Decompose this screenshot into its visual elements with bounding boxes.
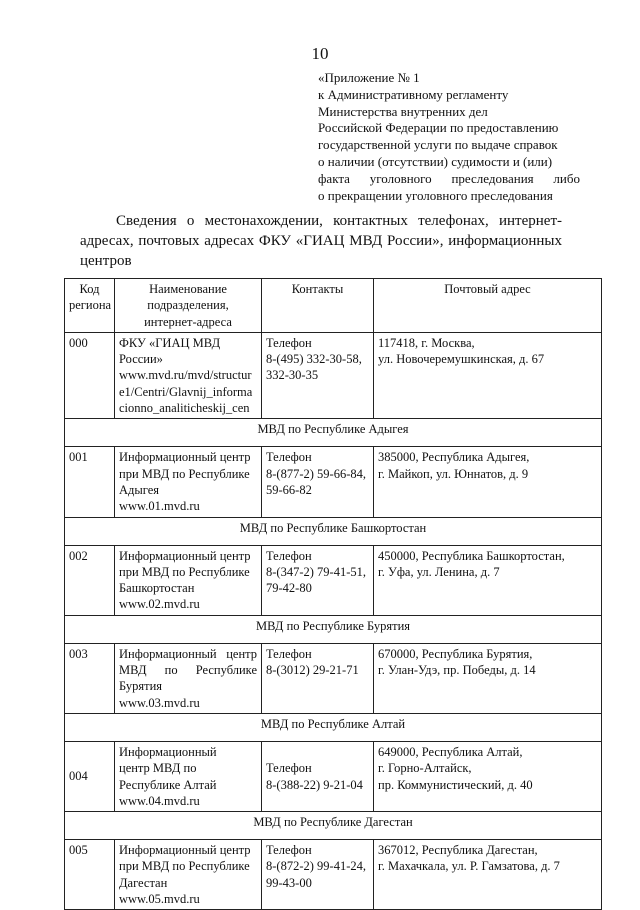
contacts-line: Телефон: [266, 646, 312, 661]
cell-address: [374, 643, 602, 713]
appendix-line: о наличии (отсутствии) судимости и (или): [318, 153, 553, 169]
address-line: 450000, Республика Башкортостан,: [378, 548, 565, 563]
url-line: cionno_analiticheskij_cen: [119, 401, 250, 416]
name-line: России»: [119, 352, 163, 367]
cell-name: [115, 545, 262, 615]
name-line: Республике Алтай: [119, 777, 217, 792]
appendix-line: государственной услуги по выдаче справок: [318, 137, 558, 153]
address-line: г. Махачкала, ул. Р. Гамзатова, д. 7: [378, 859, 560, 874]
url-line: www.05.mvd.ru: [119, 892, 200, 907]
section-title: МВД по Республике Дагестан: [65, 812, 602, 840]
name-line: Информационный центр: [119, 646, 257, 661]
region-code: 005: [69, 843, 88, 858]
name-line: ФКУ «ГИАЦ МВД: [119, 335, 221, 350]
contacts-line: 8-(872-2) 99-41-24,: [266, 859, 366, 874]
name-line: при МВД по Республике: [119, 564, 250, 579]
heading-line: центров: [80, 253, 132, 269]
appendix-line: к Административному регламенту: [318, 86, 509, 102]
name-line: Бурятия: [119, 679, 163, 694]
header-line: подразделения,: [147, 298, 229, 313]
cell-contacts: [262, 332, 374, 418]
region-code: 000: [69, 335, 88, 350]
address-line: г. Уфа, ул. Ленина, д. 7: [378, 564, 500, 579]
address-line: пр. Коммунистический, д. 40: [378, 777, 533, 792]
header-line: Почтовый адрес: [444, 282, 531, 296]
name-line: Информационный центр: [119, 548, 251, 563]
section-row: [65, 812, 602, 840]
contacts-line: 8-(495) 332-30-58,: [266, 352, 362, 367]
table-row: [65, 545, 602, 615]
table-row: [65, 643, 602, 713]
section-title: МВД по Республике Башкортостан: [65, 517, 602, 545]
contacts-line: Телефон: [266, 761, 312, 776]
name-line: Адыгея: [119, 482, 160, 497]
address-line: ул. Новочеремушкинская, д. 67: [378, 352, 545, 367]
header-name: [115, 279, 262, 333]
name-line: при МВД по Республике: [119, 859, 250, 874]
table-header-row: [65, 279, 602, 333]
contacts-line: 8-(877-2) 59-66-84,: [266, 466, 366, 481]
contacts-line: 8-(3012) 29-21-71: [266, 663, 359, 678]
region-code: 001: [69, 450, 88, 465]
table-row: [65, 741, 602, 811]
appendix-line: о прекращении уголовного преследования: [318, 187, 553, 203]
name-line: Башкортостан: [119, 581, 195, 596]
name-line: Информационный центр: [119, 450, 251, 465]
section-row: [65, 713, 602, 741]
contacts-line: Телефон: [266, 450, 312, 465]
appendix-line: Российской Федерации по предоставлению: [318, 120, 559, 136]
cell-code: [65, 447, 115, 517]
header-contacts: [262, 279, 374, 333]
cell-contacts: [262, 447, 374, 517]
name-line: Информационный: [119, 744, 217, 759]
contacts-line: Телефон: [266, 843, 312, 858]
cell-address: [374, 545, 602, 615]
url-line: www.01.mvd.ru: [119, 499, 200, 514]
url-line: e1/Centri/Glavnij_informa: [119, 384, 253, 399]
cell-contacts: [262, 643, 374, 713]
contacts-line: 99-43-00: [266, 875, 312, 890]
cell-address: [374, 741, 602, 811]
region-code: 004: [69, 769, 88, 784]
address-line: г. Улан-Удэ, пр. Победы, д. 14: [378, 663, 536, 678]
cell-address: [374, 447, 602, 517]
address-line: 367012, Республика Дагестан,: [378, 843, 538, 858]
table-row: [65, 840, 602, 910]
url-line: www.03.mvd.ru: [119, 695, 200, 710]
page-number: 10: [311, 44, 329, 63]
contacts-line: Телефон: [266, 548, 312, 563]
name-line: Дагестан: [119, 875, 168, 890]
cell-name: [115, 332, 262, 418]
name-line: при МВД по Республике: [119, 466, 250, 481]
appendix-line: «Приложение № 1: [318, 70, 420, 85]
cell-code: [65, 643, 115, 713]
header-code: [65, 279, 115, 333]
header-line: региона: [69, 298, 112, 313]
address-line: 649000, Республика Алтай,: [378, 744, 523, 759]
contacts-line: 79-42-80: [266, 581, 312, 596]
name-line: центр МВД по: [119, 761, 197, 776]
region-code: 003: [69, 646, 88, 661]
header-line: Код: [79, 282, 100, 296]
table-row: [65, 447, 602, 517]
name-line: Информационный центр: [119, 843, 251, 858]
address-line: 117418, г. Москва,: [378, 335, 475, 350]
section-title: МВД по Республике Адыгея: [65, 419, 602, 447]
cell-name: [115, 741, 262, 811]
cell-code: [65, 741, 115, 811]
contacts-line: 8-(347-2) 79-41-51,: [266, 564, 366, 579]
appendix-line: факта уголовного преследования либо: [318, 170, 580, 186]
header-address: [374, 279, 602, 333]
cell-address: [374, 840, 602, 910]
cell-code: [65, 545, 115, 615]
section-row: [65, 419, 602, 447]
address-line: 385000, Республика Адыгея,: [378, 450, 530, 465]
cell-address: [374, 332, 602, 418]
url-line: www.04.mvd.ru: [119, 793, 200, 808]
cell-code: [65, 332, 115, 418]
appendix-line: Министерства внутренних дел: [318, 103, 488, 119]
url-line: www.mvd.ru/mvd/structur: [119, 368, 252, 383]
cell-contacts: [262, 545, 374, 615]
header-line: интернет-адреса: [144, 314, 232, 329]
heading-line: Сведения о местонахождении, контактных телефонах, интернет-: [116, 213, 562, 229]
cell-contacts: [262, 741, 374, 811]
name-line: МВД по Республике: [119, 663, 257, 678]
section-row: [65, 615, 602, 643]
header-line: Наименование: [149, 282, 227, 296]
contacts-table: [64, 278, 602, 910]
url-line: www.02.mvd.ru: [119, 597, 200, 612]
region-code: 002: [69, 548, 88, 563]
appendix-note: [318, 70, 580, 204]
table-row: [65, 332, 602, 418]
section-title: МВД по Республике Алтай: [65, 713, 602, 741]
heading-line: адресах, почтовых адресах ФКУ «ГИАЦ МВД России», информационных: [80, 233, 562, 249]
cell-name: [115, 447, 262, 517]
cell-name: [115, 643, 262, 713]
address-line: г. Горно-Алтайск,: [378, 761, 472, 776]
contacts-line: Телефон: [266, 335, 312, 350]
contacts-line: 59-66-82: [266, 482, 312, 497]
contacts-line: 332-30-35: [266, 368, 319, 383]
section-row: [65, 517, 602, 545]
document-heading: [80, 211, 562, 271]
header-line: Контакты: [291, 282, 344, 296]
address-line: 670000, Республика Бурятия,: [378, 646, 533, 661]
contacts-line: 8-(388-22) 9-21-04: [266, 777, 363, 792]
section-title: МВД по Республике Бурятия: [65, 615, 602, 643]
address-line: г. Майкоп, ул. Юннатов, д. 9: [378, 466, 529, 481]
cell-code: [65, 840, 115, 910]
cell-name: [115, 840, 262, 910]
cell-contacts: [262, 840, 374, 910]
